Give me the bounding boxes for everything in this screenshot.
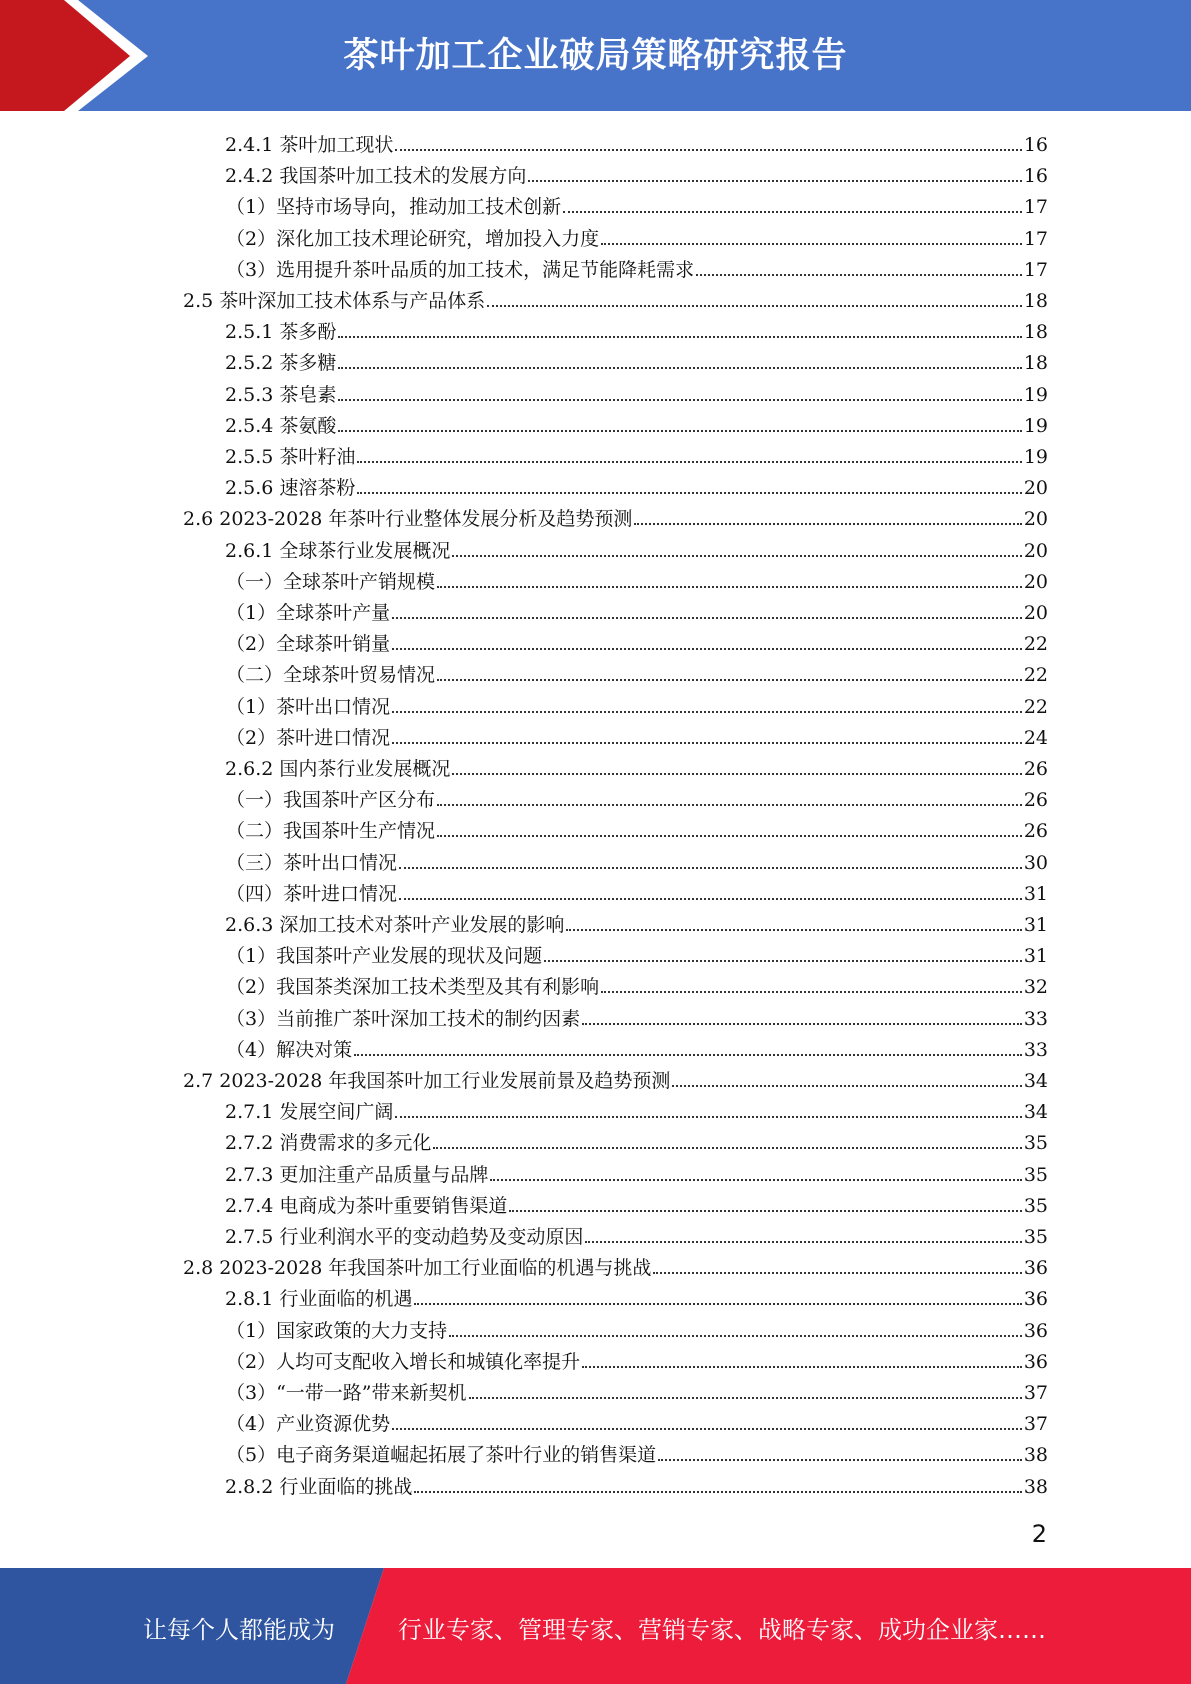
toc-entry-page: 19 [1023, 384, 1048, 406]
toc-entry-page: 17 [1023, 259, 1048, 281]
toc-entry-title: （2）人均可支配收入增长和城镇化率提升 [226, 1351, 581, 1373]
dot-leader [395, 1116, 1021, 1118]
toc-entry-title: 2.5.6 速溶茶粉 [225, 477, 356, 499]
dot-leader [528, 180, 1021, 182]
dot-leader [563, 211, 1022, 213]
dot-leader [658, 1459, 1022, 1461]
toc-entry-title: 2.5.3 茶皂素 [225, 384, 337, 406]
toc-entry[interactable] [225, 1219, 1048, 1250]
toc-entry-page: 26 [1023, 820, 1048, 842]
dot-leader [395, 149, 1021, 151]
toc-entry-page: 19 [1023, 446, 1048, 468]
toc-entry-page: 31 [1023, 945, 1048, 967]
toc-entry-title: 2.5 茶叶深加工技术体系与产品体系 [183, 290, 486, 312]
toc-entry[interactable] [226, 595, 1048, 626]
toc-entry-page: 20 [1023, 540, 1048, 562]
toc-entry-title: （四）茶叶进口情况 [226, 883, 398, 905]
toc-entry[interactable] [225, 377, 1048, 408]
dot-leader [338, 430, 1021, 432]
toc-entry-title: （4）解决对策 [226, 1039, 353, 1061]
dot-leader [399, 867, 1022, 869]
toc-entry-title: 2.7.4 电商成为茶叶重要销售渠道 [225, 1195, 508, 1217]
toc-entry[interactable] [225, 907, 1048, 938]
toc-entry[interactable] [225, 470, 1048, 501]
toc-entry[interactable] [225, 439, 1048, 470]
dot-leader [392, 648, 1022, 650]
footer-slogan-right: 行业专家、管理专家、营销专家、战略专家、成功企业家…… [398, 1616, 1046, 1644]
toc-entry-page: 36 [1023, 1288, 1048, 1310]
toc-entry-page: 18 [1023, 352, 1048, 374]
dot-leader [338, 367, 1021, 369]
toc-entry-title: （5）电子商务渠道崛起拓展了茶叶行业的销售渠道 [226, 1444, 657, 1466]
dot-leader [392, 742, 1022, 744]
dot-leader [452, 773, 1021, 775]
toc-entry-title: 2.8.1 行业面临的机遇 [225, 1288, 413, 1310]
header-band [0, 0, 1191, 111]
toc-entry-page: 18 [1023, 321, 1048, 343]
toc-entry-title: 2.7.5 行业利润水平的变动趋势及变动原因 [225, 1226, 584, 1248]
dot-leader [672, 1085, 1021, 1087]
toc-entry-page: 22 [1023, 633, 1048, 655]
dot-leader [414, 1303, 1021, 1305]
toc-entry[interactable] [226, 221, 1048, 252]
toc-entry[interactable] [226, 657, 1048, 688]
toc-entry[interactable] [226, 1001, 1048, 1032]
toc-entry-title: （2）茶叶进口情况 [226, 727, 391, 749]
toc-entry[interactable] [225, 345, 1048, 376]
toc-entry-page: 38 [1023, 1476, 1048, 1498]
toc-entry-title: （1）全球茶叶产量 [226, 602, 391, 624]
toc-entry-page: 36 [1023, 1257, 1048, 1279]
toc-entry[interactable] [226, 564, 1048, 595]
toc-entry-page: 31 [1023, 883, 1048, 905]
toc-entry-page: 36 [1023, 1351, 1048, 1373]
dot-leader [585, 1241, 1021, 1243]
toc-entry[interactable] [226, 876, 1048, 907]
toc-entry[interactable] [226, 626, 1048, 657]
toc-entry-page: 17 [1023, 228, 1048, 250]
dot-leader [399, 898, 1022, 900]
toc-entry[interactable] [226, 720, 1048, 751]
toc-entry-title: （3）“一带一路”带来新契机 [226, 1382, 467, 1404]
toc-entry-page: 17 [1023, 196, 1048, 218]
toc-entry-title: 2.8 2023-2028 年我国茶叶加工行业面临的机遇与挑战 [183, 1257, 652, 1279]
dot-leader [544, 960, 1022, 962]
toc-entry[interactable] [226, 845, 1048, 876]
toc-entry-page: 20 [1023, 508, 1048, 530]
dot-leader [601, 243, 1022, 245]
toc-entry-title: 2.7.2 消费需求的多元化 [225, 1132, 432, 1154]
dot-leader [696, 274, 1022, 276]
toc-entry[interactable] [225, 751, 1048, 782]
toc-entry-page: 31 [1023, 914, 1048, 936]
toc-entry-title: （一）我国茶叶产区分布 [226, 789, 436, 811]
toc-entry-title: （一）全球茶叶产销规模 [226, 571, 436, 593]
toc-entry-title: （3）选用提升茶叶品质的加工技术，满足节能降耗需求 [226, 259, 695, 281]
dot-leader [392, 1428, 1022, 1430]
dot-leader [357, 492, 1021, 494]
toc-entry-title: （三）茶叶出口情况 [226, 852, 398, 874]
dot-leader [437, 586, 1022, 588]
dot-leader [601, 991, 1022, 993]
toc-entry[interactable] [225, 314, 1048, 345]
toc-entry[interactable] [226, 782, 1048, 813]
toc-entry-page: 22 [1023, 696, 1048, 718]
toc-entry-page: 37 [1023, 1413, 1048, 1435]
toc-entry[interactable] [225, 1469, 1048, 1500]
dot-leader [338, 399, 1021, 401]
toc-entry-page: 20 [1023, 571, 1048, 593]
toc-entry[interactable] [225, 127, 1048, 158]
toc-entry[interactable] [225, 408, 1048, 439]
dot-leader [582, 1023, 1022, 1025]
toc-entry-title: 2.7 2023-2028 年我国茶叶加工行业发展前景及趋势预测 [183, 1070, 671, 1092]
toc-entry-title: （1）国家政策的大力支持 [226, 1320, 448, 1342]
toc-entry[interactable] [226, 1344, 1048, 1375]
toc-entry-page: 35 [1023, 1132, 1048, 1154]
toc-entry[interactable] [226, 1032, 1048, 1063]
toc-entry-title: （2）我国茶类深加工技术类型及其有利影响 [226, 976, 600, 998]
toc-entry-page: 36 [1023, 1320, 1048, 1342]
toc-entry[interactable] [183, 1063, 1048, 1094]
toc-entry-title: （3）当前推广茶叶深加工技术的制约因素 [226, 1008, 581, 1030]
toc-entry[interactable] [225, 1157, 1048, 1188]
toc-entry[interactable] [225, 1281, 1048, 1312]
dot-leader [437, 679, 1022, 681]
dot-leader [452, 555, 1021, 557]
dot-leader [437, 804, 1022, 806]
toc-entry-title: 2.6.3 深加工技术对茶叶产业发展的影响 [225, 914, 565, 936]
toc-entry-page: 38 [1023, 1444, 1048, 1466]
toc-entry-title: 2.7.3 更加注重产品质量与品牌 [225, 1164, 489, 1186]
toc-entry[interactable] [226, 189, 1048, 220]
toc-entry-title: 2.4.2 我国茶叶加工技术的发展方向 [225, 165, 527, 187]
dot-leader [469, 1397, 1022, 1399]
toc-entry[interactable] [226, 1375, 1048, 1406]
toc-entry[interactable] [225, 1125, 1048, 1156]
toc-entry-title: 2.8.2 行业面临的挑战 [225, 1476, 413, 1498]
toc-entry[interactable] [183, 501, 1048, 532]
toc-entry-page: 24 [1023, 727, 1048, 749]
toc-entry-page: 34 [1023, 1101, 1048, 1123]
toc-entry[interactable] [183, 1250, 1048, 1281]
toc-entry-page: 32 [1023, 976, 1048, 998]
toc-entry-page: 35 [1023, 1226, 1048, 1248]
toc-entry-title: 2.6.1 全球茶行业发展概况 [225, 540, 451, 562]
dot-leader [338, 336, 1021, 338]
toc-entry-title: 2.5.4 茶氨酸 [225, 415, 337, 437]
toc-entry-page: 37 [1023, 1382, 1048, 1404]
toc-entry[interactable] [226, 689, 1048, 720]
toc-entry[interactable] [226, 813, 1048, 844]
toc-entry[interactable] [183, 283, 1048, 314]
toc-entry[interactable] [226, 1437, 1048, 1468]
toc-entry[interactable] [226, 1406, 1048, 1437]
toc-entry-page: 30 [1023, 852, 1048, 874]
toc-entry-title: （二）我国茶叶生产情况 [226, 820, 436, 842]
toc-entry-title: 2.5.5 茶叶籽油 [225, 446, 356, 468]
toc-entry-page: 26 [1023, 758, 1048, 780]
toc-entry-page: 34 [1023, 1070, 1048, 1092]
toc-entry-title: （1）我国茶叶产业发展的现状及问题 [226, 945, 543, 967]
dot-leader [433, 1147, 1021, 1149]
dot-leader [566, 929, 1021, 931]
dot-leader [509, 1210, 1021, 1212]
toc-entry-page: 19 [1023, 415, 1048, 437]
toc-entry-page: 16 [1023, 134, 1048, 156]
toc-entry-page: 20 [1023, 477, 1048, 499]
toc-entry-page: 33 [1023, 1039, 1048, 1061]
toc-entry-title: 2.7.1 发展空间广阔 [225, 1101, 394, 1123]
toc-entry[interactable] [225, 1094, 1048, 1125]
dot-leader [490, 1179, 1021, 1181]
toc-entry-page: 33 [1023, 1008, 1048, 1030]
toc-entry-title: 2.4.1 茶叶加工现状 [225, 134, 394, 156]
toc-entry-page: 16 [1023, 165, 1048, 187]
toc-entry-title: （4）产业资源优势 [226, 1413, 391, 1435]
toc-entry-title: （2）全球茶叶销量 [226, 633, 391, 655]
toc-entry[interactable] [225, 533, 1048, 564]
footer-slogan-left: 让每个人都能成为 [143, 1616, 335, 1644]
toc-entry[interactable] [225, 1188, 1048, 1219]
toc-entry-title: （2）深化加工技术理论研究，增加投入力度 [226, 228, 600, 250]
dot-leader [437, 835, 1022, 837]
dot-leader [634, 523, 1021, 525]
toc-entry-title: 2.6.2 国内茶行业发展概况 [225, 758, 451, 780]
dot-leader [392, 711, 1022, 713]
toc-entry-title: 2.5.2 茶多糖 [225, 352, 337, 374]
toc-entry[interactable] [226, 1313, 1048, 1344]
dot-leader [582, 1366, 1022, 1368]
toc-entry-title: 2.6 2023-2028 年茶叶行业整体发展分析及趋势预测 [183, 508, 633, 530]
toc-entry[interactable] [225, 158, 1048, 189]
dot-leader [653, 1272, 1021, 1274]
toc-entry[interactable] [226, 252, 1048, 283]
toc-entry-title: （1）坚持市场导向，推动加工技术创新 [226, 196, 562, 218]
toc-entry[interactable] [226, 969, 1048, 1000]
toc-entry-title: （二）全球茶叶贸易情况 [226, 664, 436, 686]
toc-entry-page: 22 [1023, 664, 1048, 686]
dot-leader [392, 617, 1022, 619]
toc-entry-page: 26 [1023, 789, 1048, 811]
dot-leader [487, 305, 1022, 307]
dot-leader [414, 1491, 1021, 1493]
dot-leader [354, 1054, 1022, 1056]
dot-leader [449, 1335, 1022, 1337]
toc-entry-page: 20 [1023, 602, 1048, 624]
toc-entry-page: 18 [1023, 290, 1048, 312]
toc-entry-page: 35 [1023, 1195, 1048, 1217]
toc-entry-page: 35 [1023, 1164, 1048, 1186]
document-title: 茶叶加工企业破局策略研究报告 [343, 36, 848, 76]
toc-entry[interactable] [226, 938, 1048, 969]
footer-banner [0, 1568, 1191, 1684]
toc-entry-title: 2.5.1 茶多酚 [225, 321, 337, 343]
page-number: 2 [1031, 1520, 1047, 1548]
dot-leader [357, 461, 1021, 463]
toc-entry-title: （1）茶叶出口情况 [226, 696, 391, 718]
